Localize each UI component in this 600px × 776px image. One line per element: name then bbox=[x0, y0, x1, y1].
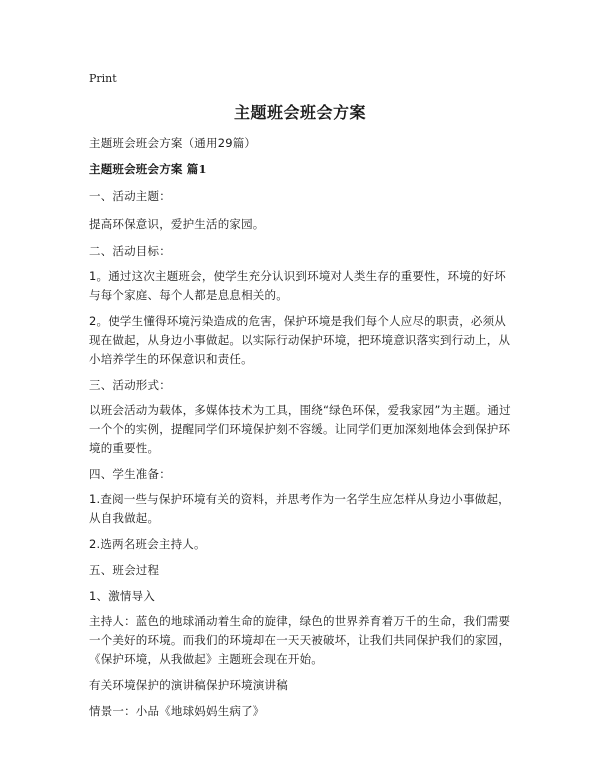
paragraph-goal-2-line-1: 2。使学生懂得环境污染造成的危害，保护环境是我们每个人应尽的职责，必须从 bbox=[89, 314, 507, 328]
paragraph-scene-one: 情景一：小品《地球妈妈生病了》 bbox=[89, 704, 265, 718]
paragraph-host-line-1: 主持人：蓝色的地球涌动着生命的旋律，绿色的世界养育着万千的生命，我们需要 bbox=[89, 614, 511, 628]
heading-activity-form: 三、活动形式： bbox=[89, 378, 171, 392]
page-title: 主题班会班会方案 bbox=[233, 103, 366, 122]
heading-class-process: 五、班会过程 bbox=[89, 563, 160, 577]
paragraph-host-line-2: 一个美好的环境。而我们的环境却在一天天被破坏，让我们共同保护我们的家园， bbox=[89, 633, 511, 647]
paragraph-goal-1-line-2: 与每个家庭、每个人都是息息相关的。 bbox=[89, 288, 288, 302]
heading-student-prep: 四、学生准备： bbox=[89, 467, 171, 481]
paragraph-form-line-2: 一个个的实例，提醒同学们环境保护刻不容缓。让同学们更加深刻地体会到保护环 bbox=[89, 422, 511, 436]
paragraph-prep-2: 2.选两名班会主持人。 bbox=[89, 537, 206, 551]
heading-activity-goals: 二、活动目标： bbox=[89, 244, 171, 258]
section-heading: 主题班会班会方案 篇1 bbox=[89, 162, 207, 176]
paragraph-host-line-3: 《保护环境，从我做起》主题班会现在开始。 bbox=[89, 652, 323, 666]
document-subtitle: 主题班会班会方案（通用29篇） bbox=[89, 136, 257, 150]
paragraph-speech: 有关环境保护的演讲稿保护环境演讲稿 bbox=[89, 678, 288, 692]
paragraph-goal-2-line-3: 小培养学生的环保意识和责任。 bbox=[89, 352, 253, 366]
print-label: Print bbox=[89, 72, 117, 85]
paragraph-form-line-3: 境的重要性。 bbox=[89, 441, 160, 455]
paragraph-goal-2-line-2: 现在做起，从身边小事做起。以实际行动保护环境，把环境意识落实到行动上，从 bbox=[89, 333, 511, 347]
heading-activity-theme: 一、活动主题： bbox=[89, 189, 171, 203]
heading-intro: 1、激情导入 bbox=[89, 589, 156, 603]
paragraph-goal-1-line-1: 1。通过这次主题班会，使学生充分认识到环境对人类生存的重要性，环境的好坏 bbox=[89, 269, 507, 283]
paragraph-form-line-1: 以班会活动为载体，多媒体技术为工具，围绕“绿色环保，爱我家园”为主题。通过 bbox=[89, 403, 511, 417]
paragraph-theme: 提高环保意识，爱护生活的家园。 bbox=[89, 217, 265, 231]
paragraph-prep-1-line-2: 从自我做起。 bbox=[89, 511, 160, 525]
paragraph-prep-1-line-1: 1.查阅一些与保护环境有关的资料，并思考作为一名学生应怎样从身边小事做起， bbox=[89, 492, 510, 506]
